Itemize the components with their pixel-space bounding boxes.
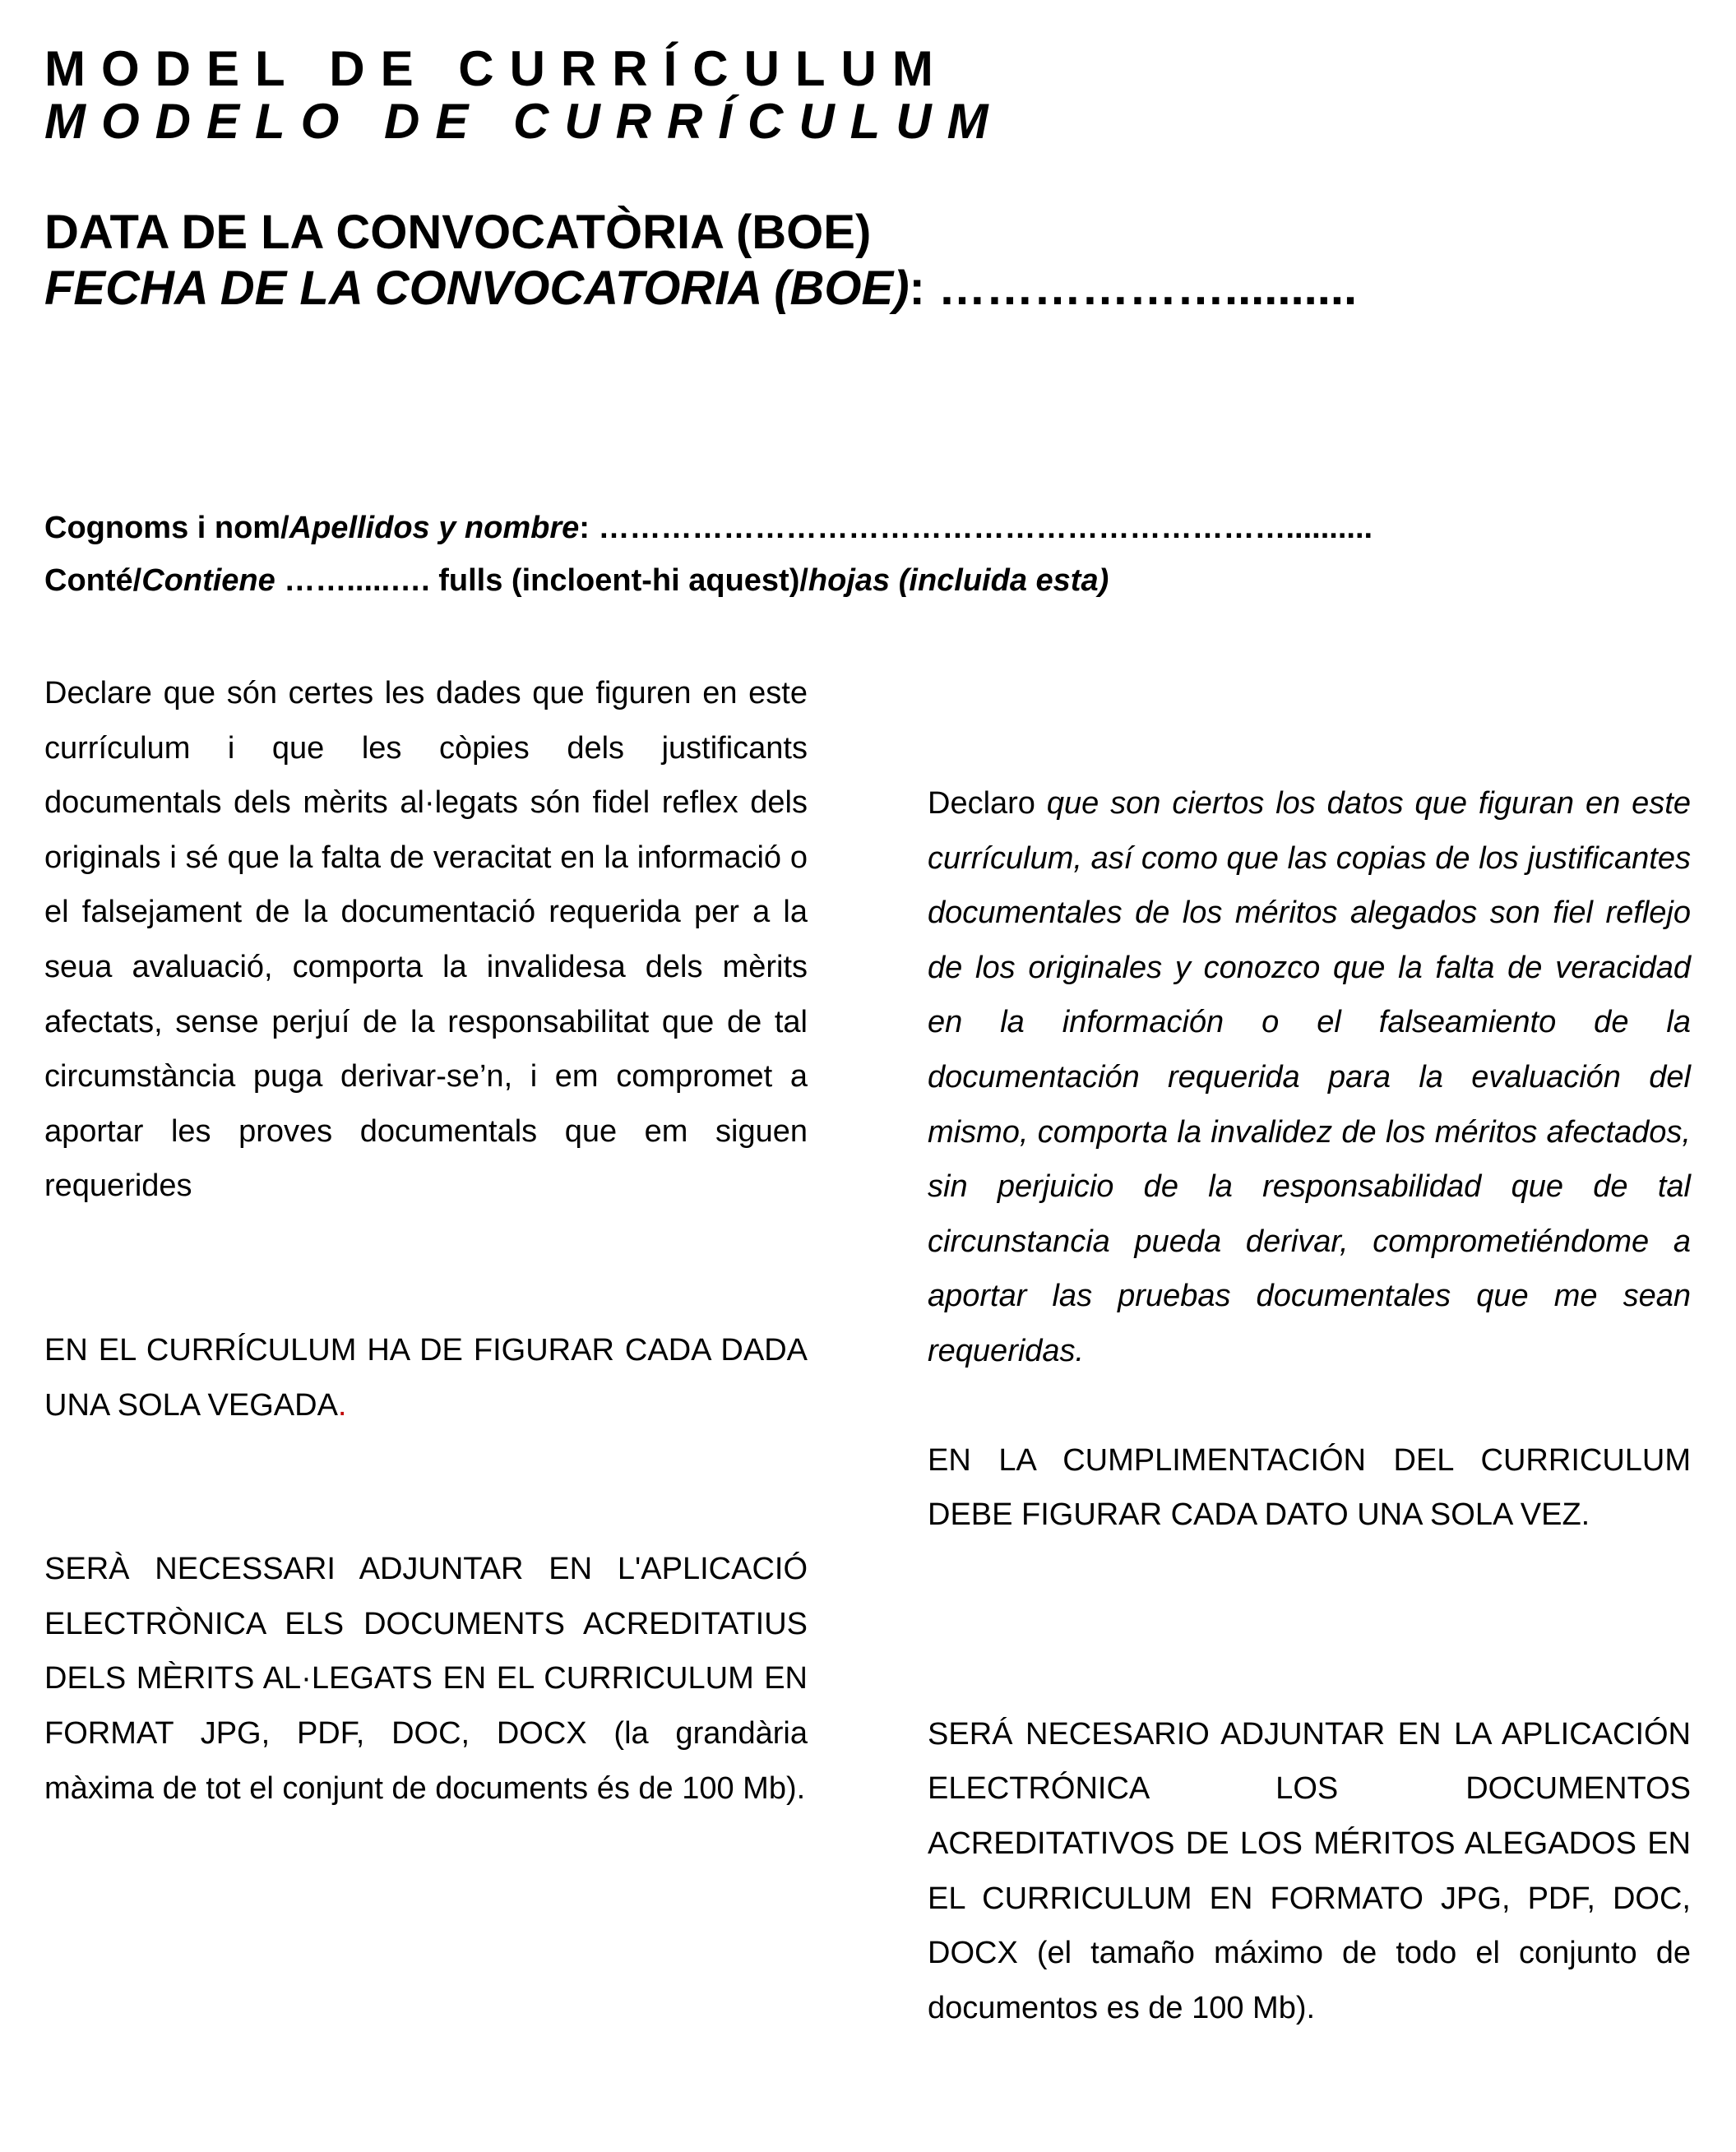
- declaration-spanish: [928, 776, 1691, 1379]
- title-spanish: MODELO DE CURRÍCULUM: [44, 94, 1004, 149]
- pages-blank: …….....….: [275, 563, 430, 598]
- name-label-spanish: Apellidos y nombre: [289, 511, 580, 545]
- pages-field: [44, 561, 1109, 600]
- convocatoria-label-catalan: DATA DE LA CONVOCATÒRIA (BOE): [44, 206, 872, 259]
- convocatoria-separator: :: [909, 261, 925, 315]
- convocatoria-date-blank: ………………..........: [924, 261, 1358, 315]
- single-entry-note-spanish: EN LA CUMPLIMENTACIÓN DEL CURRICULUM DEBE FIGURAR CADA DATO UNA SOLA VEZ.: [928, 1442, 1691, 1533]
- pages-label-spanish: Contiene: [141, 563, 275, 598]
- title-catalan: MODEL DE CURRÍCULUM: [44, 41, 949, 96]
- single-entry-note-period: .: [337, 1387, 347, 1423]
- declaration-body-spanish: que son ciertos los datos que figuran en este currículum, así como que las copias de los justificantes documentales de los méritos alegados son fiel reflejo de los originales y conozco que la falta de veracidad en la información o el falseamiento de la documentación requerida para la evaluación del mismo, comporta la invalidez de los méritos afectados, sin perjuicio de la responsabilidad que de tal circunstancia pueda derivar, comprometiéndome a aportar las pruebas documentales que me sean requeridas.: [928, 786, 1691, 1368]
- pages-label-catalan: Conté/: [44, 563, 142, 598]
- catalan-column: [44, 666, 808, 1816]
- single-entry-note-catalan: [44, 1323, 808, 1432]
- single-entry-note-text: EN EL CURRÍCULUM HA DE FIGURAR CADA DADA UNA SOLA VEGADA: [44, 1332, 808, 1423]
- name-field: [44, 508, 1373, 548]
- pages-suffix-catalan: fulls (incloent-hi aquest)/: [429, 563, 808, 598]
- attachment-note-spanish: SERÁ NECESARIO ADJUNTAR EN LA APLICACIÓN ELECTRÓNICA LOS DOCUMENTOS ACREDITATIVOS DE LOS MÉRITOS ALEGADOS EN EL CURRICULUM EN FORMATO JPG, PDF, DOC, DOCX (el tamaño máximo de todo el conjunto de documentos es de 100 Mb).: [928, 1716, 1691, 2025]
- name-label-catalan: Cognoms i nom/: [44, 511, 289, 545]
- name-blank: …………………………………………………………..........: [589, 511, 1373, 545]
- convocatoria-label-spanish: FECHA DE LA CONVOCATORIA (BOE): [44, 261, 910, 315]
- attachment-note-catalan: SERÀ NECESSARI ADJUNTAR EN L'APLICACIÓ ELECTRÒNICA ELS DOCUMENTS ACREDITATIUS DELS MÈRITS AL·LEGATS EN EL CURRICULUM EN FORMAT JPG, PDF, DOC, DOCX (la grandària màxima de tot el conjunt de documents és de 100 Mb).: [44, 1552, 808, 1806]
- declaration-lead-spanish: Declaro: [928, 786, 1047, 821]
- convocatoria-line-spanish: [44, 261, 1357, 316]
- declaration-catalan: Declare que són certes les dades que figuren en este currículum i que les còpies dels justificants documentals dels mèrits al·legats són fidel reflex dels originals i sé que la falta de veracitat en la informació o el falsejament de la documentació requerida per a la seua avaluació, comporta la invalidesa dels mèrits afectats, sense perjuí de la responsabilitat que de tal circumstància puga derivar-se’n, i em compromet a aportar les proves documentals que em siguen requerides: [44, 676, 808, 1204]
- spanish-column: [928, 776, 1691, 2035]
- name-separator: :: [579, 511, 590, 545]
- pages-suffix-spanish: hojas (incluida esta): [808, 563, 1109, 598]
